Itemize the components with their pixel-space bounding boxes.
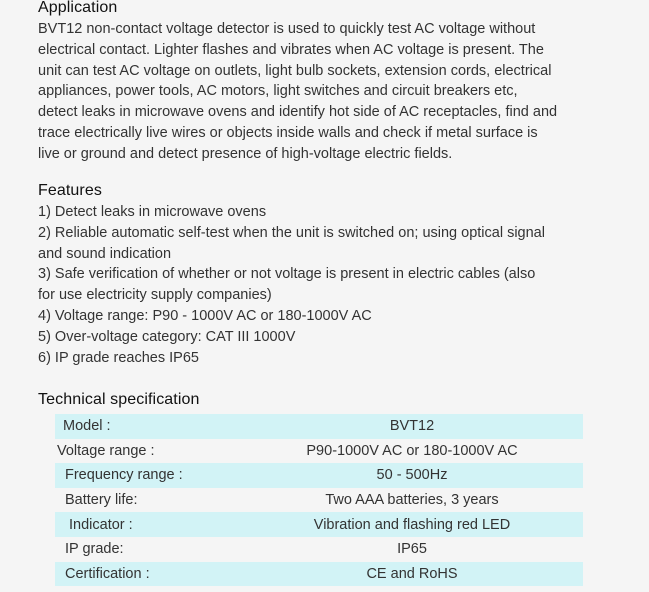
features-section — [38, 181, 638, 368]
spec-value: IP65 — [397, 541, 427, 558]
spec-key: IP grade: — [65, 541, 124, 558]
feature-item: 4) Voltage range: P90 - 1000V AC or 180-1000V AC — [38, 307, 372, 324]
application-section — [38, 0, 638, 165]
spec-value: 50 - 500Hz — [241, 463, 583, 488]
application-heading: Application — [38, 0, 118, 16]
spec-heading: Technical specification — [38, 391, 200, 408]
spec-section — [38, 390, 649, 413]
table-row — [55, 414, 583, 439]
spec-table — [55, 414, 583, 586]
spec-key: Battery life: — [65, 492, 138, 509]
feature-item: 2) Reliable automatic self-test when the unit is switched on; using optical signal — [38, 224, 545, 241]
spec-key: Indicator : — [55, 512, 241, 537]
spec-value: CE and RoHS — [241, 562, 583, 587]
spec-key: Voltage range : — [57, 442, 155, 459]
application-line: unit can test AC voltage on outlets, light bulb sockets, extension cords, electrical — [38, 62, 552, 79]
application-line: electrical contact. Lighter flashes and vibrates when AC voltage is present. The — [38, 41, 544, 58]
application-line: detect leaks in microwave ovens and identify hot side of AC receptacles, find and — [38, 104, 558, 121]
application-line: trace electrically live wires or objects inside walls and check if metal surface is — [38, 124, 538, 141]
application-line: live or ground and detect presence of high-voltage electric fields. — [38, 145, 453, 162]
feature-item: and sound indication — [38, 245, 172, 262]
application-paragraph — [38, 19, 638, 165]
spec-value: Two AAA batteries, 3 years — [325, 492, 499, 509]
spec-value: P90-1000V AC or 180-1000V AC — [306, 442, 518, 459]
features-heading: Features — [38, 182, 102, 199]
table-row — [55, 537, 583, 562]
application-line: appliances, power tools, AC motors, light switches and circuit breakers etc, — [38, 83, 518, 100]
feature-item: 6) IP grade reaches IP65 — [38, 349, 199, 366]
table-row — [55, 439, 583, 464]
spec-key: Certification : — [55, 562, 241, 587]
features-list — [38, 202, 638, 368]
feature-item: for use electricity supply companies) — [38, 287, 272, 304]
spec-value: Vibration and flashing red LED — [241, 512, 583, 537]
spec-key: Model : — [55, 414, 241, 439]
spec-value: BVT12 — [241, 414, 583, 439]
table-row — [55, 488, 583, 513]
table-row — [55, 512, 583, 537]
spec-key: Frequency range : — [55, 463, 241, 488]
feature-item: 5) Over-voltage category: CAT III 1000V — [38, 328, 296, 345]
feature-item: 3) Safe verification of whether or not voltage is present in electric cables (also — [38, 266, 536, 283]
application-line: BVT12 non-contact voltage detector is used to quickly test AC voltage without — [38, 21, 536, 37]
table-row — [55, 463, 583, 488]
feature-item: 1) Detect leaks in microwave ovens — [38, 204, 267, 220]
table-row — [55, 562, 583, 587]
